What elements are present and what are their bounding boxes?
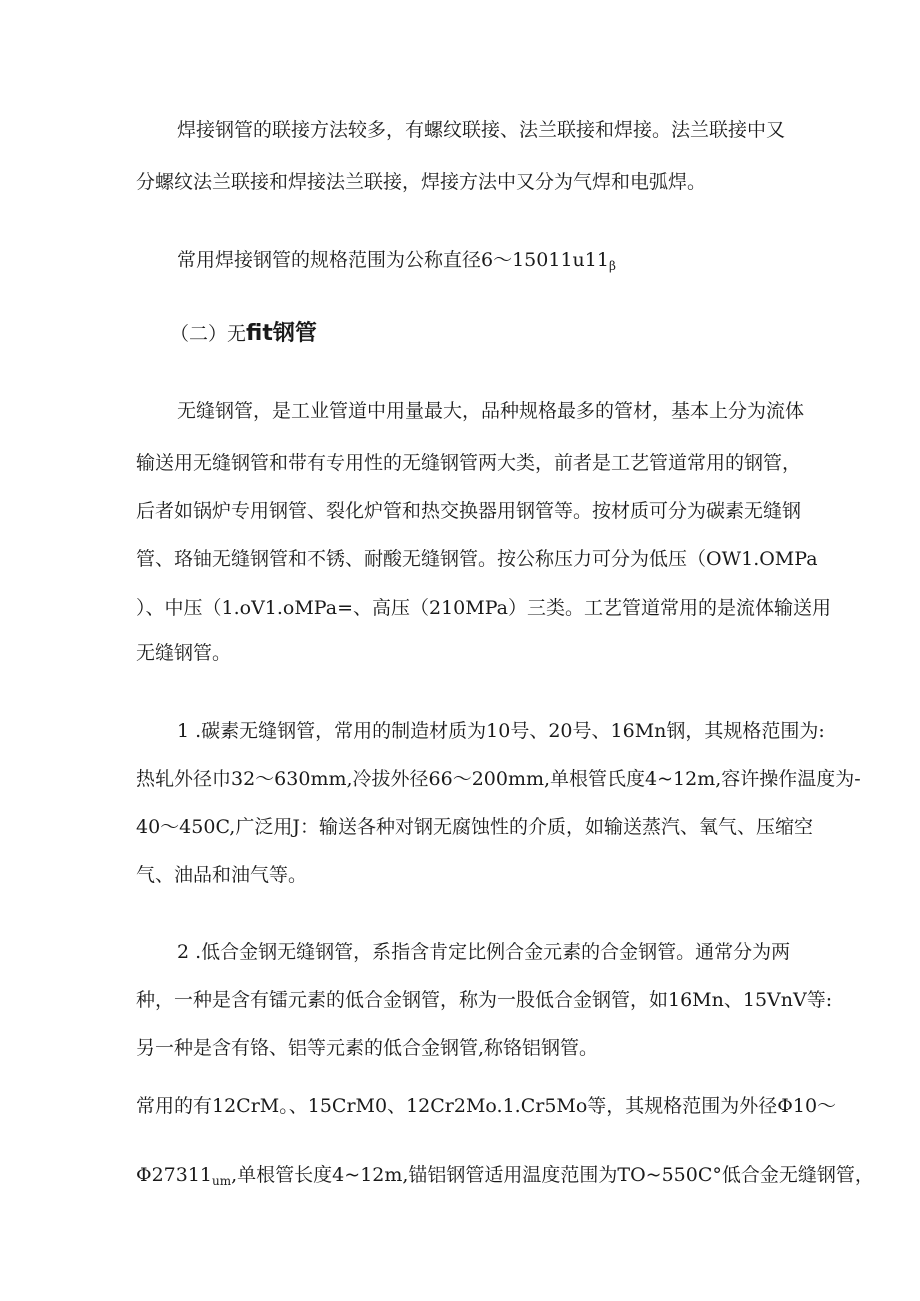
paragraph-line: 焊接钢管的联接方法较多，有螺纹联接、法兰联接和焊接。法兰联接中又 [177, 119, 786, 141]
heading-prefix: （二）无 [170, 323, 247, 345]
paragraph-text: ,单根管长度4~12m,锚铝钢管适用温度范围为TO~550C°低合金无缝钢管， [231, 1164, 874, 1186]
paragraph-line [136, 1163, 874, 1193]
paragraph-subscript: um [212, 1174, 232, 1188]
paragraph-line: 无缝钢管。 [136, 642, 232, 664]
heading-bold: fit钢管 [246, 321, 317, 346]
paragraph-text: 常用焊接钢管的规格范围为公称直径6～15011u11 [177, 249, 609, 271]
paragraph-line: 后者如锅炉专用钢管、裂化炉管和热交换器用钢管等。按材质可分为碳素无缝钢 [136, 500, 802, 522]
paragraph-line: 1 .碳素无缝钢管，常用的制造材质为10号、20号、16Mn钢，其规格范围为: [177, 720, 825, 742]
paragraph-line: 另一种是含有铬、铝等元素的低合金钢管,称铬铝钢管。 [136, 1037, 599, 1059]
paragraph-line: 管、珞铀无缝钢管和不锈、耐酸无缝钢管。按公称压力可分为低压（OW1.OMPa [136, 548, 818, 570]
paragraph-line: 40～450C,广泛用J：输送各种对钢无腐蚀性的介质，如输送蒸汽、氧气、压缩空 [136, 816, 813, 838]
paragraph-line: 气、油品和油气等。 [136, 864, 308, 886]
paragraph-subscript: β [608, 259, 616, 273]
paragraph-line: ）、中压（1.oV1.oMPa=、高压（210MPa）三类。工艺管道常用的是流体输送用 [136, 597, 831, 619]
paragraph-text: Φ27311 [136, 1164, 213, 1186]
paragraph-line: 无缝钢管，是工业管道中用量最大，品种规格最多的管材，基本上分为流体 [177, 400, 805, 422]
section-heading [170, 319, 317, 349]
paragraph-line: 常用的有12CrM。、15CrM0、12Cr2Mo.1.Cr5Mo等，其规格范围为外径Φ10～ [136, 1095, 837, 1117]
paragraph-line: 种，一种是含有镭元素的低合金钢管，称为一股低合金钢管，如16Mn、15VnV等: [136, 989, 833, 1011]
paragraph-line [177, 248, 616, 278]
paragraph-line: 分螺纹法兰联接和焊接法兰联接，焊接方法中又分为气焊和电弧焊。 [136, 171, 707, 193]
paragraph-line: 输送用无缝钢管和带有专用性的无缝钢管两大类，前者是工艺管道常用的钢管， [136, 452, 802, 474]
paragraph-line: 热轧外径巾32～630mm,冷拔外径66～200mm,单根管氏度4~12m,容许操作温度为- [136, 768, 861, 790]
paragraph-line: 2 .低合金钢无缝钢管，系指含肯定比例合金元素的合金钢管。通常分为两 [177, 941, 791, 963]
